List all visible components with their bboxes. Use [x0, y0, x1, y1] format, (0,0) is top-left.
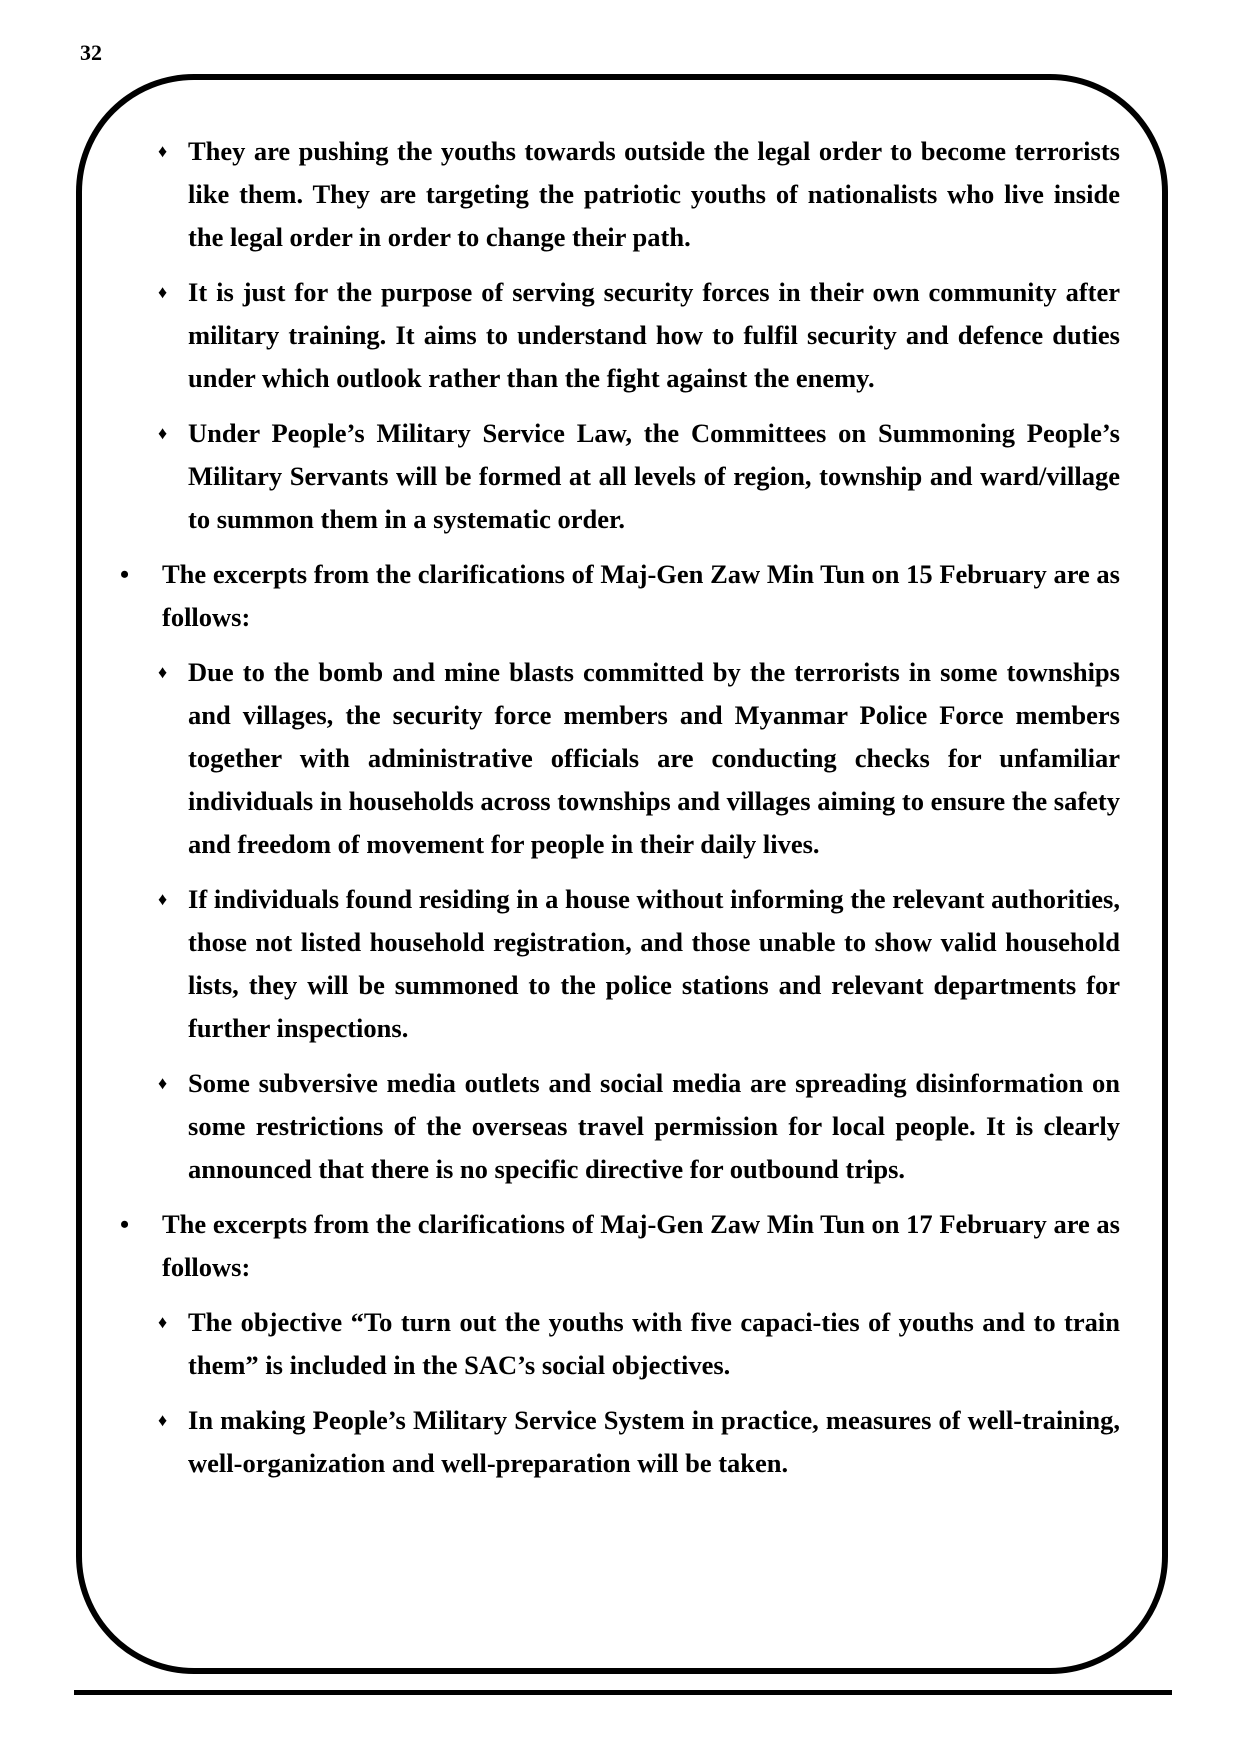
- item-text: In making People’s Military Service System in practice, measures of well-training, well-organization and well-preparation will be taken.: [188, 1405, 1120, 1478]
- sub-bullet-item: [110, 271, 1120, 400]
- item-text: They are pushing the youths towards outside the legal order to become terrorists like them. They are targeting the patriotic youths of nationalists who live inside the legal order in order to change their path.: [188, 136, 1120, 252]
- diamond-bullet-icon: ♦: [158, 423, 168, 443]
- item-text: If individuals found residing in a house without informing the relevant authorities, those not listed household registration, and those unable to show valid household lists, they will be summoned to the police stations and relevant departments for further inspections.: [188, 884, 1120, 1043]
- round-bullet-icon: •: [120, 1210, 130, 1239]
- footer-rule: [74, 1690, 1172, 1695]
- item-text: It is just for the purpose of serving security forces in their own community after military training. It aims to understand how to fulfil security and defence duties under which outlook rather than the fight against the enemy.: [188, 277, 1120, 393]
- round-bullet-icon: •: [120, 560, 130, 589]
- sub-bullet-item: [110, 1301, 1120, 1387]
- sub-bullet-item: [110, 878, 1120, 1050]
- sub-bullet-item: [110, 1399, 1120, 1485]
- sub-bullet-item: [110, 1062, 1120, 1191]
- main-bullet-item: [110, 1203, 1120, 1289]
- diamond-bullet-icon: ♦: [158, 282, 168, 302]
- main-bullet-item: [110, 553, 1120, 639]
- diamond-bullet-icon: ♦: [158, 1073, 168, 1093]
- sub-bullet-item: [110, 130, 1120, 259]
- item-text: Some subversive media outlets and social media are spreading disinformation on some restrictions of the overseas travel permission for local people. It is clearly announced that there is no specific directive for outbound trips.: [188, 1068, 1120, 1184]
- diamond-bullet-icon: ♦: [158, 889, 168, 909]
- diamond-bullet-icon: ♦: [158, 141, 168, 161]
- item-text: The excerpts from the clarifications of Maj-Gen Zaw Min Tun on 17 February are as follows:: [162, 1209, 1120, 1282]
- diamond-bullet-icon: ♦: [158, 1410, 168, 1430]
- item-text: The objective “To turn out the youths with five capaci-ties of youths and to train them” is included in the SAC’s social objectives.: [188, 1307, 1120, 1380]
- diamond-bullet-icon: ♦: [158, 1312, 168, 1332]
- page-number: 32: [80, 40, 102, 65]
- page-content: [110, 130, 1120, 1497]
- diamond-bullet-icon: ♦: [158, 662, 168, 682]
- item-text: The excerpts from the clarifications of Maj-Gen Zaw Min Tun on 15 February are as follows:: [162, 559, 1120, 632]
- item-text: Due to the bomb and mine blasts committed by the terrorists in some townships and villages, the security force members and Myanmar Police Force members together with administrative officials are conducting checks for unfamiliar individuals in households across townships and villages aiming to ensure the safety and freedom of movement for people in their daily lives.: [188, 657, 1120, 859]
- sub-bullet-item: [110, 412, 1120, 541]
- item-text: Under People’s Military Service Law, the Committees on Summoning People’s Military Servants will be formed at all levels of region, township and ward/village to summon them in a systematic order.: [188, 418, 1120, 534]
- sub-bullet-item: [110, 651, 1120, 866]
